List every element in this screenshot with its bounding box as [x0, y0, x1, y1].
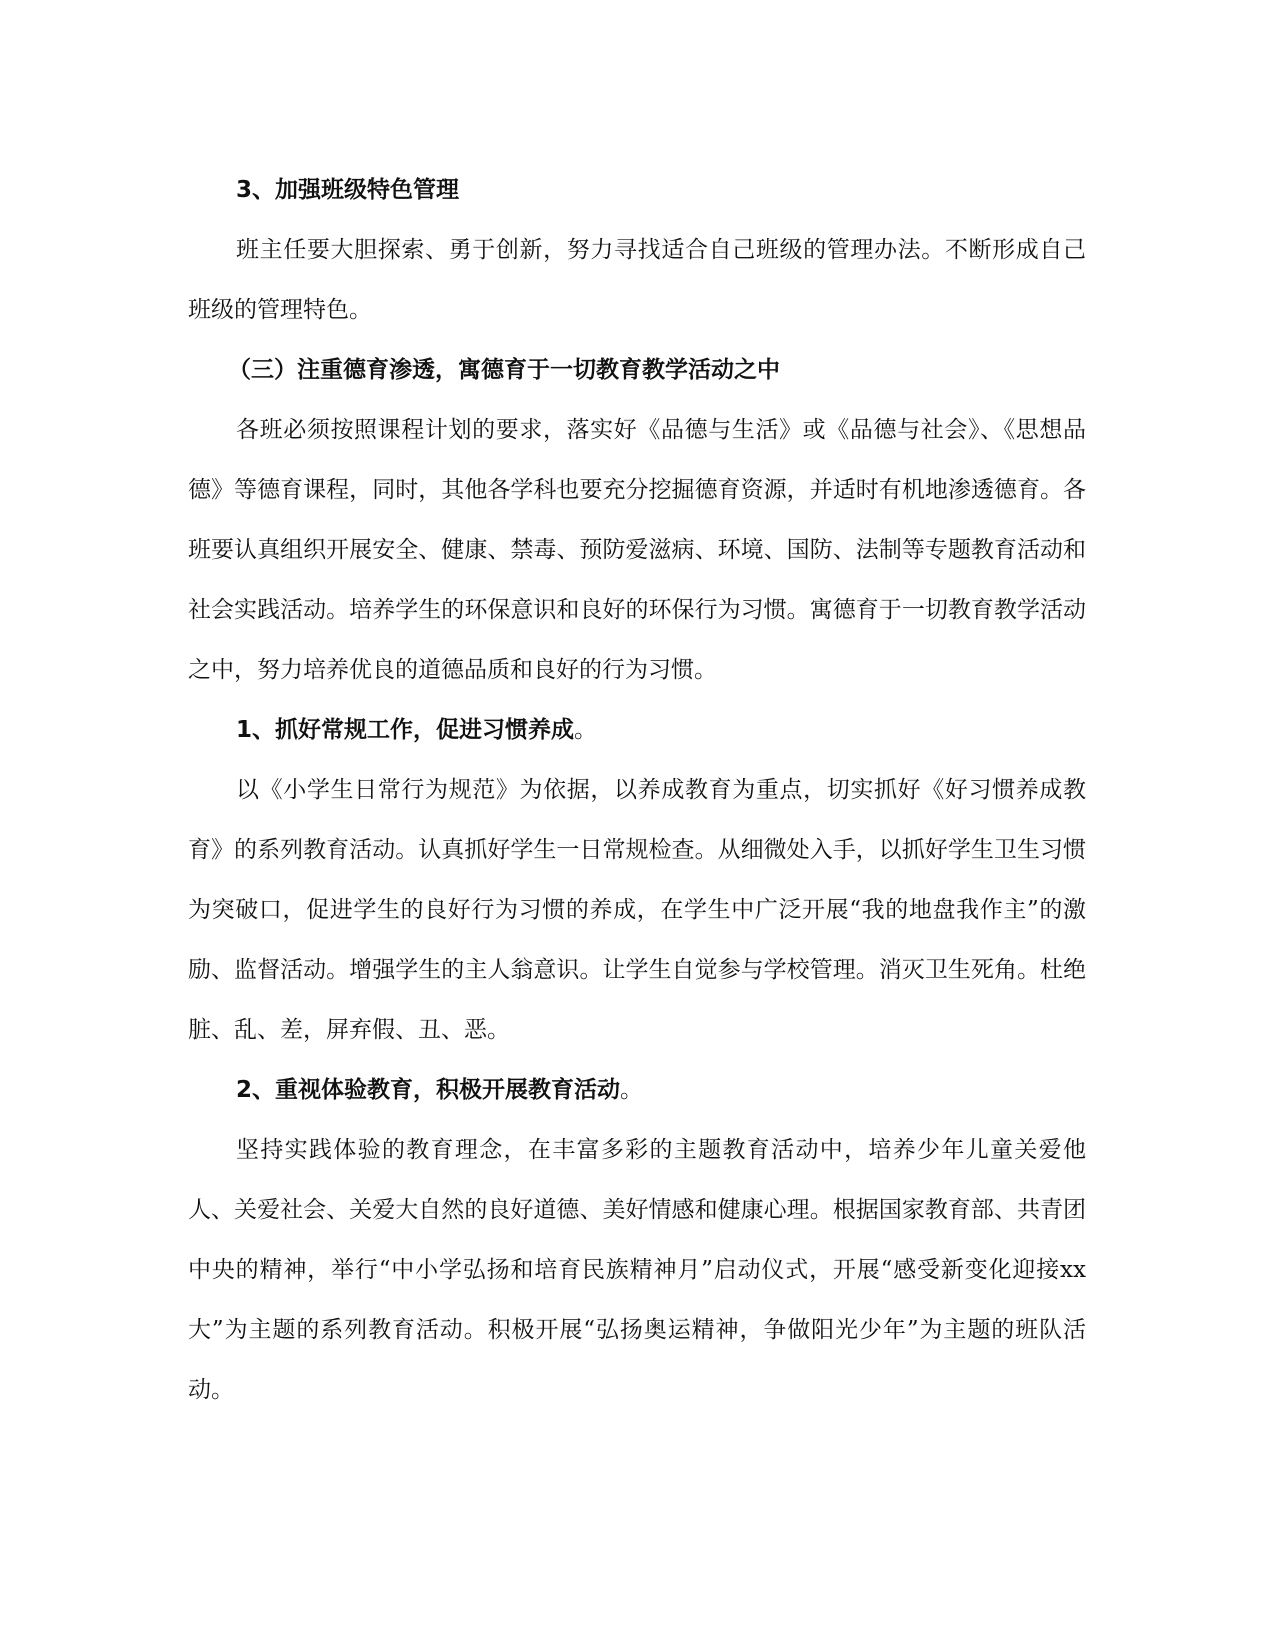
subheading-1-text: 1、抓好常规工作，促进习惯养成	[236, 717, 575, 743]
subheading-1	[188, 700, 1086, 760]
paragraph-1: 班主任要大胆探索、勇于创新，努力寻找适合自己班级的管理办法。不断形成自己班级的管理特色。	[188, 237, 1086, 323]
paragraph-2: 各班必须按照课程计划的要求，落实好《品德与生活》或《品德与社会》、《思想品德》等德育课程，同时，其他各学科也要充分挖掘德育资源，并适时有机地渗透德育。各班要认真组织开展安全、健康、禁毒、预防爱滋病、环境、国防、法制等专题教育活动和社会实践活动。培养学生的环保意识和良好的环保行为习惯。寓德育于一切教育教学活动之中，努力培养优良的道德品质和良好的行为习惯。	[188, 417, 1086, 683]
section-heading-3: （三）注重德育渗透，寓德育于一切教育教学活动之中	[228, 357, 780, 383]
subheading-2	[188, 1060, 1086, 1120]
paragraph-3: 以《小学生日常行为规范》为依据，以养成教育为重点，切实抓好《好习惯养成教育》的系列教育活动。认真抓好学生一日常规检查。从细微处入手，以抓好学生卫生习惯为突破口，促进学生的良好行为习惯的养成，在学生中广泛开展“我的地盘我作主”的激励、监督活动。增强学生的主人翁意识。让学生自觉参与学校管理。消灭卫生死角。杜绝脏、乱、差，屏弃假、丑、恶。	[188, 777, 1086, 1043]
subheading-1-tail: 。	[574, 717, 598, 743]
subheading-2-tail: 。	[620, 1077, 644, 1103]
subheading-3: 3、加强班级特色管理	[236, 177, 460, 203]
paragraph-4: 坚持实践体验的教育理念，在丰富多彩的主题教育活动中，培养少年儿童关爱他人、关爱社会、关爱大自然的良好道德、美好情感和健康心理。根据国家教育部、共青团中央的精神，举行“中小学弘扬和培育民族精神月”启动仪式，开展“感受新变化迎接xx大”为主题的系列教育活动。积极开展“弘扬奥运精神，争做阳光少年”为主题的班队活动。	[188, 1137, 1086, 1403]
document-page	[188, 160, 1086, 1420]
subheading-2-text: 2、重视体验教育，积极开展教育活动	[236, 1077, 621, 1103]
